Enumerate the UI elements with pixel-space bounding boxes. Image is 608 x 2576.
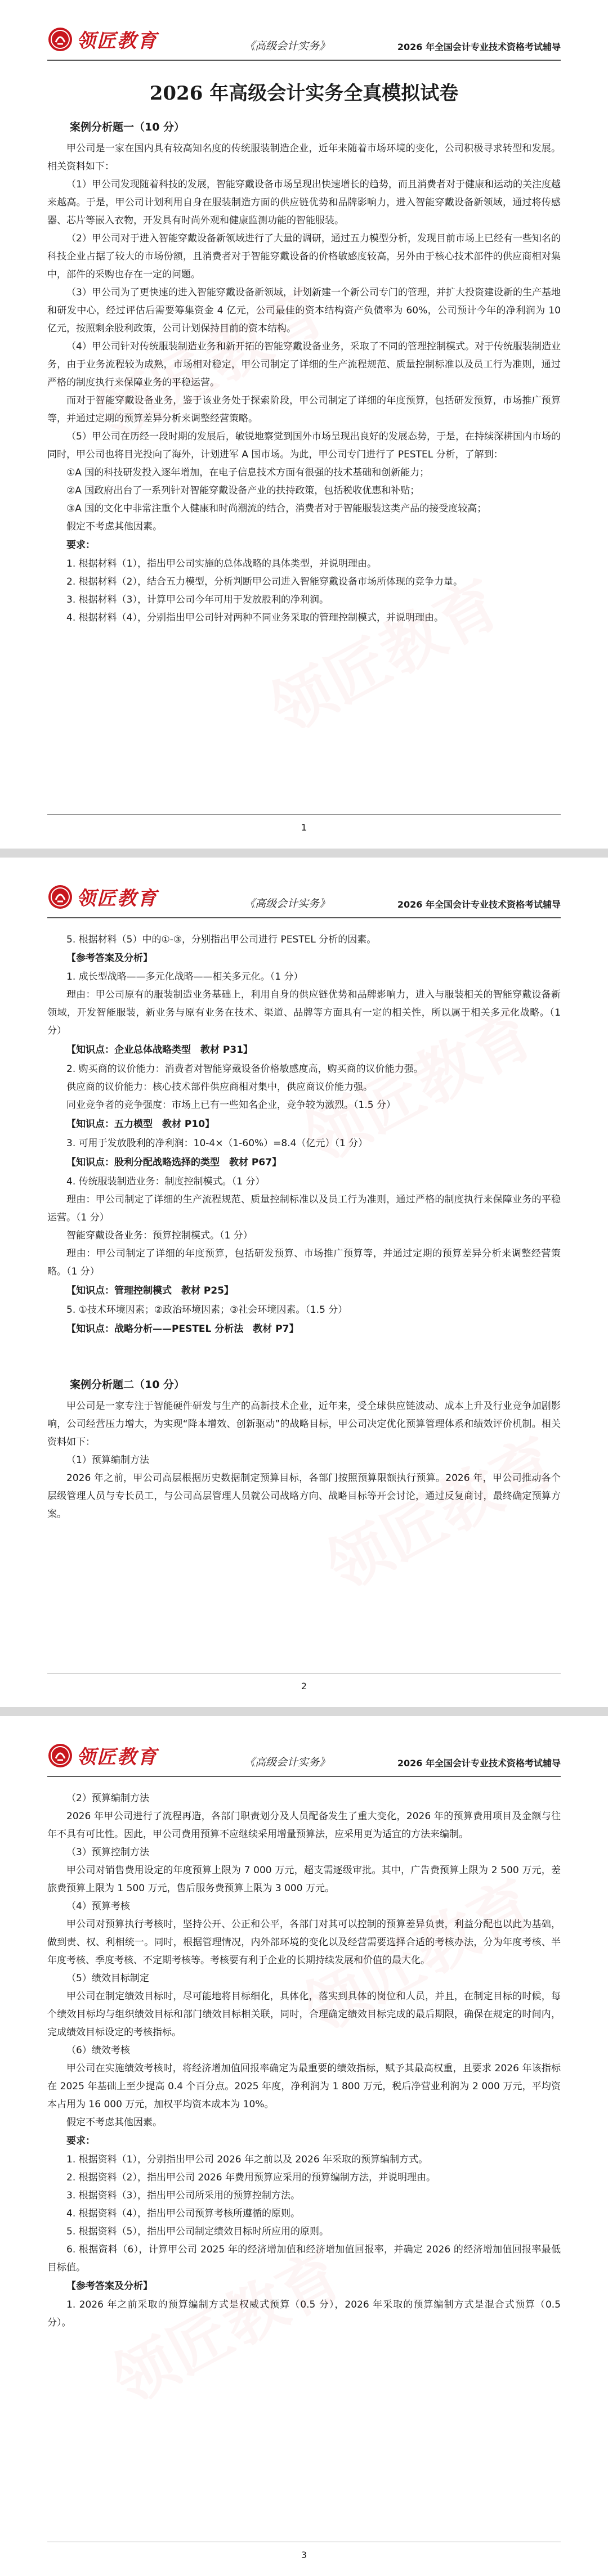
brand-logo: [47, 25, 158, 53]
requirement-item: 5. 根据材料（5）中的①-③，分别指出甲公司进行 PESTEL 分析的因素。: [66, 934, 377, 945]
answer-label: 【参考答案及分析】: [66, 953, 153, 964]
knowledge-point: 【知识点：企业总体战略类型 教材 P31】: [66, 1044, 253, 1056]
section-heading: （3）预算控制方法: [66, 1847, 149, 1858]
requirement-item: 4. 根据资料（4），指出甲公司预算考核所遵循的原则。: [66, 2208, 300, 2219]
answer-item: 4. 传统服装制造业务：制度控制模式。（1 分）: [66, 1176, 265, 1187]
header-series-title: 2026 年全国会计专业技术资格考试辅导: [397, 899, 561, 910]
requirements-label: 要求：: [66, 540, 95, 551]
case-title: 案例分析题一（10 分）: [70, 121, 185, 133]
section-heading: （6）绩效考核: [66, 2045, 130, 2056]
answer-item: 同业竞争者的竞争强度：市场上已有一些知名企业，竞争较为激烈。（1.5 分）: [66, 1099, 396, 1111]
paragraph: 甲公司是一家在国内具有较高知名度的传统服装制造企业，近年来随着市场环境的变化，公司积极寻求转型和发展。相关资料如下：: [47, 143, 561, 172]
requirement-item: 3. 根据材料（3），计算甲公司今年可用于发放股利的净利润。: [66, 594, 329, 605]
header-book-title: 《高级会计实务》: [244, 897, 330, 910]
answer-section: [47, 968, 561, 1339]
requirement-item: 2. 根据资料（2），指出甲公司 2026 年费用预算应采用的预算编制方法，并说明理由。: [66, 2172, 436, 2183]
page-1: [0, 0, 608, 849]
answer-item: 智能穿戴设备业务：预算控制模式。（1 分）: [66, 1230, 253, 1241]
paragraph: （5）甲公司在历经一段时期的发展后，敏锐地察觉到国外市场呈现出良好的发展态势，于是，在持续深耕国内市场的同时，甲公司也将目光投向了海外，计划进军 A 国市场。为此，甲公司专门进行了 PESTEL 分析，了解到：: [47, 431, 561, 460]
page-header: [47, 858, 561, 918]
knowledge-point: 【知识点：管理控制模式 教材 P25】: [66, 1285, 234, 1296]
logo-text: 领匠教育: [77, 887, 158, 910]
requirement-item: 6. 根据资料（6），计算甲公司 2025 年的经济增加值和经济增加值回报率，并确定 2026 的经济增加值回报率最低目标值。: [47, 2244, 561, 2273]
paragraph: ①A 国的科技研发投入逐年增加，在电子信息技术方面有很强的技术基础和创新能力；: [66, 467, 430, 478]
knowledge-point: 【知识点：股利分配战略选择的类型 教材 P67】: [66, 1157, 282, 1168]
footer-rule: [47, 814, 561, 815]
answer-item: 1. 2026 年之前采取的预算编制方式是权威式预算（0.5 分），2026 年采取的预算编制方式是混合式预算（0.5 分）。: [47, 2299, 561, 2328]
answer-item: 理由：甲公司制定了详细的年度预算，包括研发预算、市场推广预算等，并通过定期的预算差异分析来调整经营策略。（1 分）: [47, 1248, 561, 1277]
case-title: 案例分析题二（10 分）: [70, 1379, 185, 1391]
page-header: [47, 1716, 561, 1777]
paragraph: 2026 年甲公司进行了流程再造，各部门职责划分及人员配备发生了重大变化，2026 年的预算费用项目及金额与往年不具有可比性。因此，甲公司费用预算不应继续采用增量预算法，应采用更为适宜的方法来编制。: [47, 1811, 561, 1840]
page-number: 3: [301, 2550, 307, 2560]
section-heading: （2）预算编制方法: [66, 1793, 149, 1804]
answer-item: 3. 可用于发放股利的净利润：10-4×（1-60%）=8.4（亿元）（1 分）: [66, 1138, 368, 1149]
paragraph: 甲公司在实施绩效考核时，将经济增加值回报率确定为最重要的绩效指标，赋予其最高权重，且要求 2026 年该指标在 2025 年基础上至少提高 0.4 个百分点。2025 年度，净利润为 1 800 万元，税后净营业利润为 2 000 万元，平均资本占用为 16 000 万元，加权平均资本成本为 10%。: [47, 2063, 561, 2110]
paragraph: （3）甲公司为了更快速的进入智能穿戴设备新领域，计划新建一个新公司专门的管理，并扩大投资建设新的生产基地和研发中心，经过评估后需要筹集资金 4 亿元，公司最佳的资本结构资产负债率为 60%，公司预计今年的净利润为 10 亿元，按照剩余股利政策，公司计划保持目前的资本结构。: [47, 287, 561, 334]
requirement-item: 1. 根据材料（1），指出甲公司实施的总体战略的具体类型，并说明理由。: [66, 558, 377, 569]
logo-text: 领匠教育: [77, 30, 158, 52]
paragraph: （4）甲公司针对传统服装制造业务和新开拓的智能穿戴设备业务，采取了不同的管理控制模式。对于传统服装制造业务，由于业务流程较为成熟，市场相对稳定，甲公司制定了详细的生产流程规范、质量控制标准以及员工行为准则，通过严格的制度执行来保障业务的平稳运营。: [47, 341, 561, 388]
requirement-item: 2. 根据材料（2），结合五力模型，分析判断甲公司进入智能穿戴设备市场所体现的竞争力量。: [66, 576, 463, 587]
paragraph: 假定不考虑其他因素。: [66, 2117, 162, 2128]
document-title: 2026 年高级会计实务全真模拟试卷: [149, 82, 459, 105]
logo-seal-icon: [47, 884, 73, 910]
paragraph: （1）甲公司发现随着科技的发展，智能穿戴设备市场呈现出快速增长的趋势，而且消费者对于健康和运动的关注度越来越高。于是，甲公司计划利用自身在服装制造方面的供应链优势和品牌影响力，进入智能穿戴设备新领域，通过将传感器、芯片等嵌入衣物，开发具有时尚外观和健康监测功能的智能服装。: [47, 179, 561, 226]
header-book-title: 《高级会计实务》: [244, 1756, 330, 1769]
paragraph: 甲公司在制定绩效目标时，尽可能地将目标细化，具体化，落实到具体的岗位和人员，并且，在制定目标的时候，每个绩效目标均与组织绩效目标和部门绩效目标相关联，同时，合理确定绩效目标完成的最后期限，确保在规定的时间内，完成绩效目标设定的考核指标。: [47, 1991, 561, 2038]
brand-logo: [47, 883, 158, 910]
paragraph: ②A 国政府出台了一系列针对智能穿戴设备产业的扶持政策，包括税收优惠和补贴；: [66, 485, 420, 496]
logo-text: 领匠教育: [77, 1746, 158, 1769]
requirement-item: 4. 根据材料（4），分别指出甲公司针对两种不同业务采取的管理控制模式，并说明理由。: [66, 612, 444, 623]
paragraph: 假定不考虑其他因素。: [66, 521, 162, 532]
paragraph: 甲公司对预算执行考核时，坚持公开、公正和公平，各部门对其可以控制的预算差异负责，利益分配也以此为基础，做到责、权、利相统一。同时，根据管理情况，内外部环境的变化以及经营需要选择合适的考核办法，分为年度考核、半年度考核、季度考核、不定期考核等。考核要有利于企业的长期持续发展和价值的最大化。: [47, 1919, 561, 1966]
requirement-item: 1. 根据资料（1），分别指出甲公司 2026 年之前以及 2026 年采取的预算编制方式。: [66, 2154, 428, 2165]
answer-item: 1. 成长型战略——多元化战略——相关多元化。（1 分）: [66, 971, 303, 982]
page-number: 2: [301, 1681, 307, 1691]
page-header: [47, 0, 561, 61]
paragraph: 而对于智能穿戴设备业务，鉴于该业务处于探索阶段，甲公司制定了详细的年度预算，包括研发预算，市场推广预算等，并通过定期的预算差异分析来调整经营策略。: [47, 395, 561, 424]
knowledge-point: 【知识点：战略分析——PESTEL 分析法 教材 P7】: [66, 1323, 299, 1335]
paragraph: 甲公司对销售费用设定的年度预算上限为 7 000 万元，超支需逐级审批。其中，广告费预算上限为 2 500 万元，差旅费预算上限为 1 500 万元，售后服务费预算上限为 3 000 万元。: [47, 1865, 561, 1894]
paragraph: （1）预算编制方法: [66, 1455, 149, 1466]
paragraph: ③A 国的文化中非常注重个人健康和时尚潮流的结合，消费者对于智能服装这类产品的接受度较高；: [66, 503, 487, 514]
page-3: [0, 1716, 608, 2576]
answer-label: 【参考答案及分析】: [66, 2281, 153, 2292]
header-book-title: 《高级会计实务》: [244, 40, 330, 52]
paragraph: 甲公司是一家专注于智能硬件研发与生产的高新技术企业，近年来，受全球供应链波动、成本上升及行业竞争加剧影响，公司经营压力增大，为实现“降本增效、创新驱动”的战略目标，甲公司决定优化预算管理体系和绩效评价机制。相关资料如下：: [47, 1401, 561, 1448]
paragraph: （2）甲公司对于进入智能穿戴设备新领域进行了大量的调研，通过五力模型分析，发现目前市场上已经有一些知名的科技企业占据了较大的市场份额，且消费者对于智能穿戴设备的价格敏感度较高，另外由于核心技术部件的供应商相对集中，部件的采购也存在一定的问题。: [47, 233, 561, 280]
answer-item: 5. ①技术环境因素；②政治环境因素；③社会环境因素。（1.5 分）: [66, 1304, 348, 1316]
logo-seal-icon: [47, 1743, 73, 1769]
section-heading: （4）预算考核: [66, 1901, 130, 1912]
answer-item: 供应商的议价能力：核心技术部件供应商相对集中，供应商议价能力强。: [66, 1081, 373, 1093]
requirements-label: 要求：: [66, 2135, 95, 2147]
header-series-title: 2026 年全国会计专业技术资格考试辅导: [397, 42, 561, 52]
requirement-item: 3. 根据资料（3），指出甲公司所采用的预算控制方法。: [66, 2190, 300, 2201]
case-body: [47, 1789, 561, 2131]
paragraph: 2026 年之前，甲公司高层根据历史数据制定预算目标，各部门按照预算限额执行预算。2026 年，甲公司推动各个层级管理人员与专长员工，与公司高层管理人员就公司战略方向、战略目标等开会讨论，通过反复商讨，最终确定预算方案。: [47, 1473, 561, 1520]
requirement-item: 5. 根据资料（5），指出甲公司制定绩效目标时所应用的原则。: [66, 2226, 329, 2237]
answer-item: 理由：甲公司原有的服装制造业务基础上，利用自身的供应链优势和品牌影响力，进入与服装相关的智能穿戴设备新领域，开发智能服装，新业务与原有业务在技术、渠道、品牌等方面具有一定的相关性，所以属于相关多元化战略。（1 分）: [47, 989, 561, 1036]
answer-item: 2. 购买商的议价能力：消费者对智能穿戴设备价格敏感度高，购买商的议价能力强。: [66, 1063, 423, 1075]
logo-seal-icon: [47, 26, 73, 52]
brand-logo: [47, 1742, 158, 1769]
knowledge-point: 【知识点：五力模型 教材 P10】: [66, 1119, 215, 1130]
page-number: 1: [301, 822, 307, 833]
page-2: [0, 858, 608, 1707]
section-heading: （5）绩效目标制定: [66, 1973, 149, 1984]
answer-item: 理由：甲公司制定了详细的生产流程规范、质量控制标准以及员工行为准则，通过严格的制度执行来保障业务的平稳运营。（1 分）: [47, 1194, 561, 1223]
header-series-title: 2026 年全国会计专业技术资格考试辅导: [397, 1758, 561, 1769]
